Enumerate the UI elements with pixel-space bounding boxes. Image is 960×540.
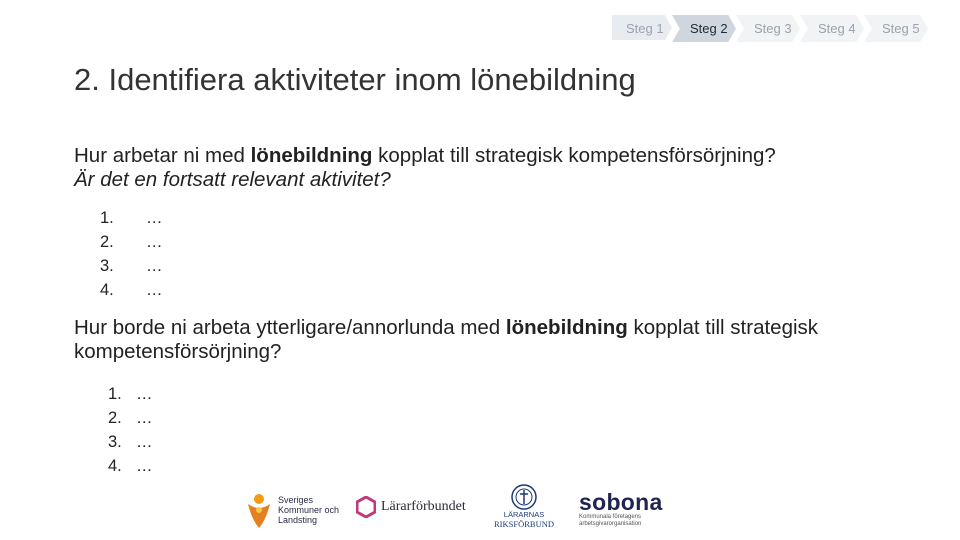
list-item (100, 254, 163, 278)
step-1-label: Steg 1 (626, 21, 664, 36)
question-2-pre: Hur borde ni arbeta ytterligare/annorlunda med (74, 316, 506, 339)
list-text: … (136, 457, 153, 475)
page-title: 2. Identifiera aktiviteter inom lönebildning (74, 62, 636, 97)
question-2 (74, 316, 874, 364)
list-text: … (146, 233, 163, 251)
list-text: … (136, 433, 153, 451)
step-2[interactable] (672, 15, 736, 43)
lararforbundet-emblem-icon (356, 496, 376, 518)
skl-logo (244, 490, 348, 530)
lararforbundet-logo (356, 496, 466, 518)
answer-list-2 (108, 382, 153, 478)
question-1-italic: Är det en fortsatt relevant aktivitet? (74, 168, 391, 191)
question-1-pre: Hur arbetar ni med (74, 144, 251, 167)
list-number: 4. (108, 457, 122, 475)
question-2-post: kopplat till strategisk kompetensförsörjning? (74, 316, 819, 363)
list-item (108, 454, 153, 478)
lararnas-bottom: RIKSFÖRBUND (494, 519, 554, 529)
skl-emblem-icon (244, 490, 274, 530)
lararforbundet-name: Lärarförbundet (381, 499, 466, 514)
step-2-label: Steg 2 (690, 21, 728, 36)
list-text: … (136, 409, 153, 427)
lararnas-riksforbund-logo (488, 484, 560, 529)
list-item (108, 406, 153, 430)
list-text: … (146, 209, 163, 227)
list-item (100, 278, 163, 302)
list-number: 1. (100, 209, 114, 227)
partner-logos (0, 484, 960, 534)
step-5-label: Steg 5 (882, 21, 920, 36)
list-text: … (136, 385, 153, 403)
step-3-label: Steg 3 (754, 21, 792, 36)
step-3[interactable] (736, 15, 800, 43)
step-4-label: Steg 4 (818, 21, 856, 36)
list-text: … (146, 257, 163, 275)
answer-list-1 (100, 206, 163, 302)
list-number: 2. (100, 233, 114, 251)
list-number: 2. (108, 409, 122, 427)
list-number: 3. (100, 257, 114, 275)
sobona-subtitle: Kommunala företagens arbetsgivarorganisation (579, 514, 642, 527)
list-item (100, 206, 163, 230)
step-1[interactable] (612, 15, 672, 43)
step-5[interactable] (864, 15, 928, 43)
sobona-name: sobona (579, 489, 663, 515)
step-4[interactable] (800, 15, 864, 43)
question-1 (74, 144, 914, 192)
step-navigation (612, 15, 928, 43)
list-number: 3. (108, 433, 122, 451)
list-text: … (146, 281, 163, 299)
lararnas-top: LÄRARNAS (503, 510, 545, 519)
sobona-logo (579, 490, 663, 528)
question-1-bold: lönebildning (250, 144, 373, 167)
skl-name: Sveriges Kommuner och Landsting (278, 495, 340, 525)
list-item (108, 382, 153, 406)
list-item (108, 430, 153, 454)
lararnas-seal-icon (511, 484, 537, 510)
question-1-post: kopplat till strategisk kompetensförsörjning? (372, 144, 776, 167)
list-number: 1. (108, 385, 122, 403)
list-number: 4. (100, 281, 114, 299)
question-2-bold: lönebildning (505, 316, 628, 339)
list-item (100, 230, 163, 254)
